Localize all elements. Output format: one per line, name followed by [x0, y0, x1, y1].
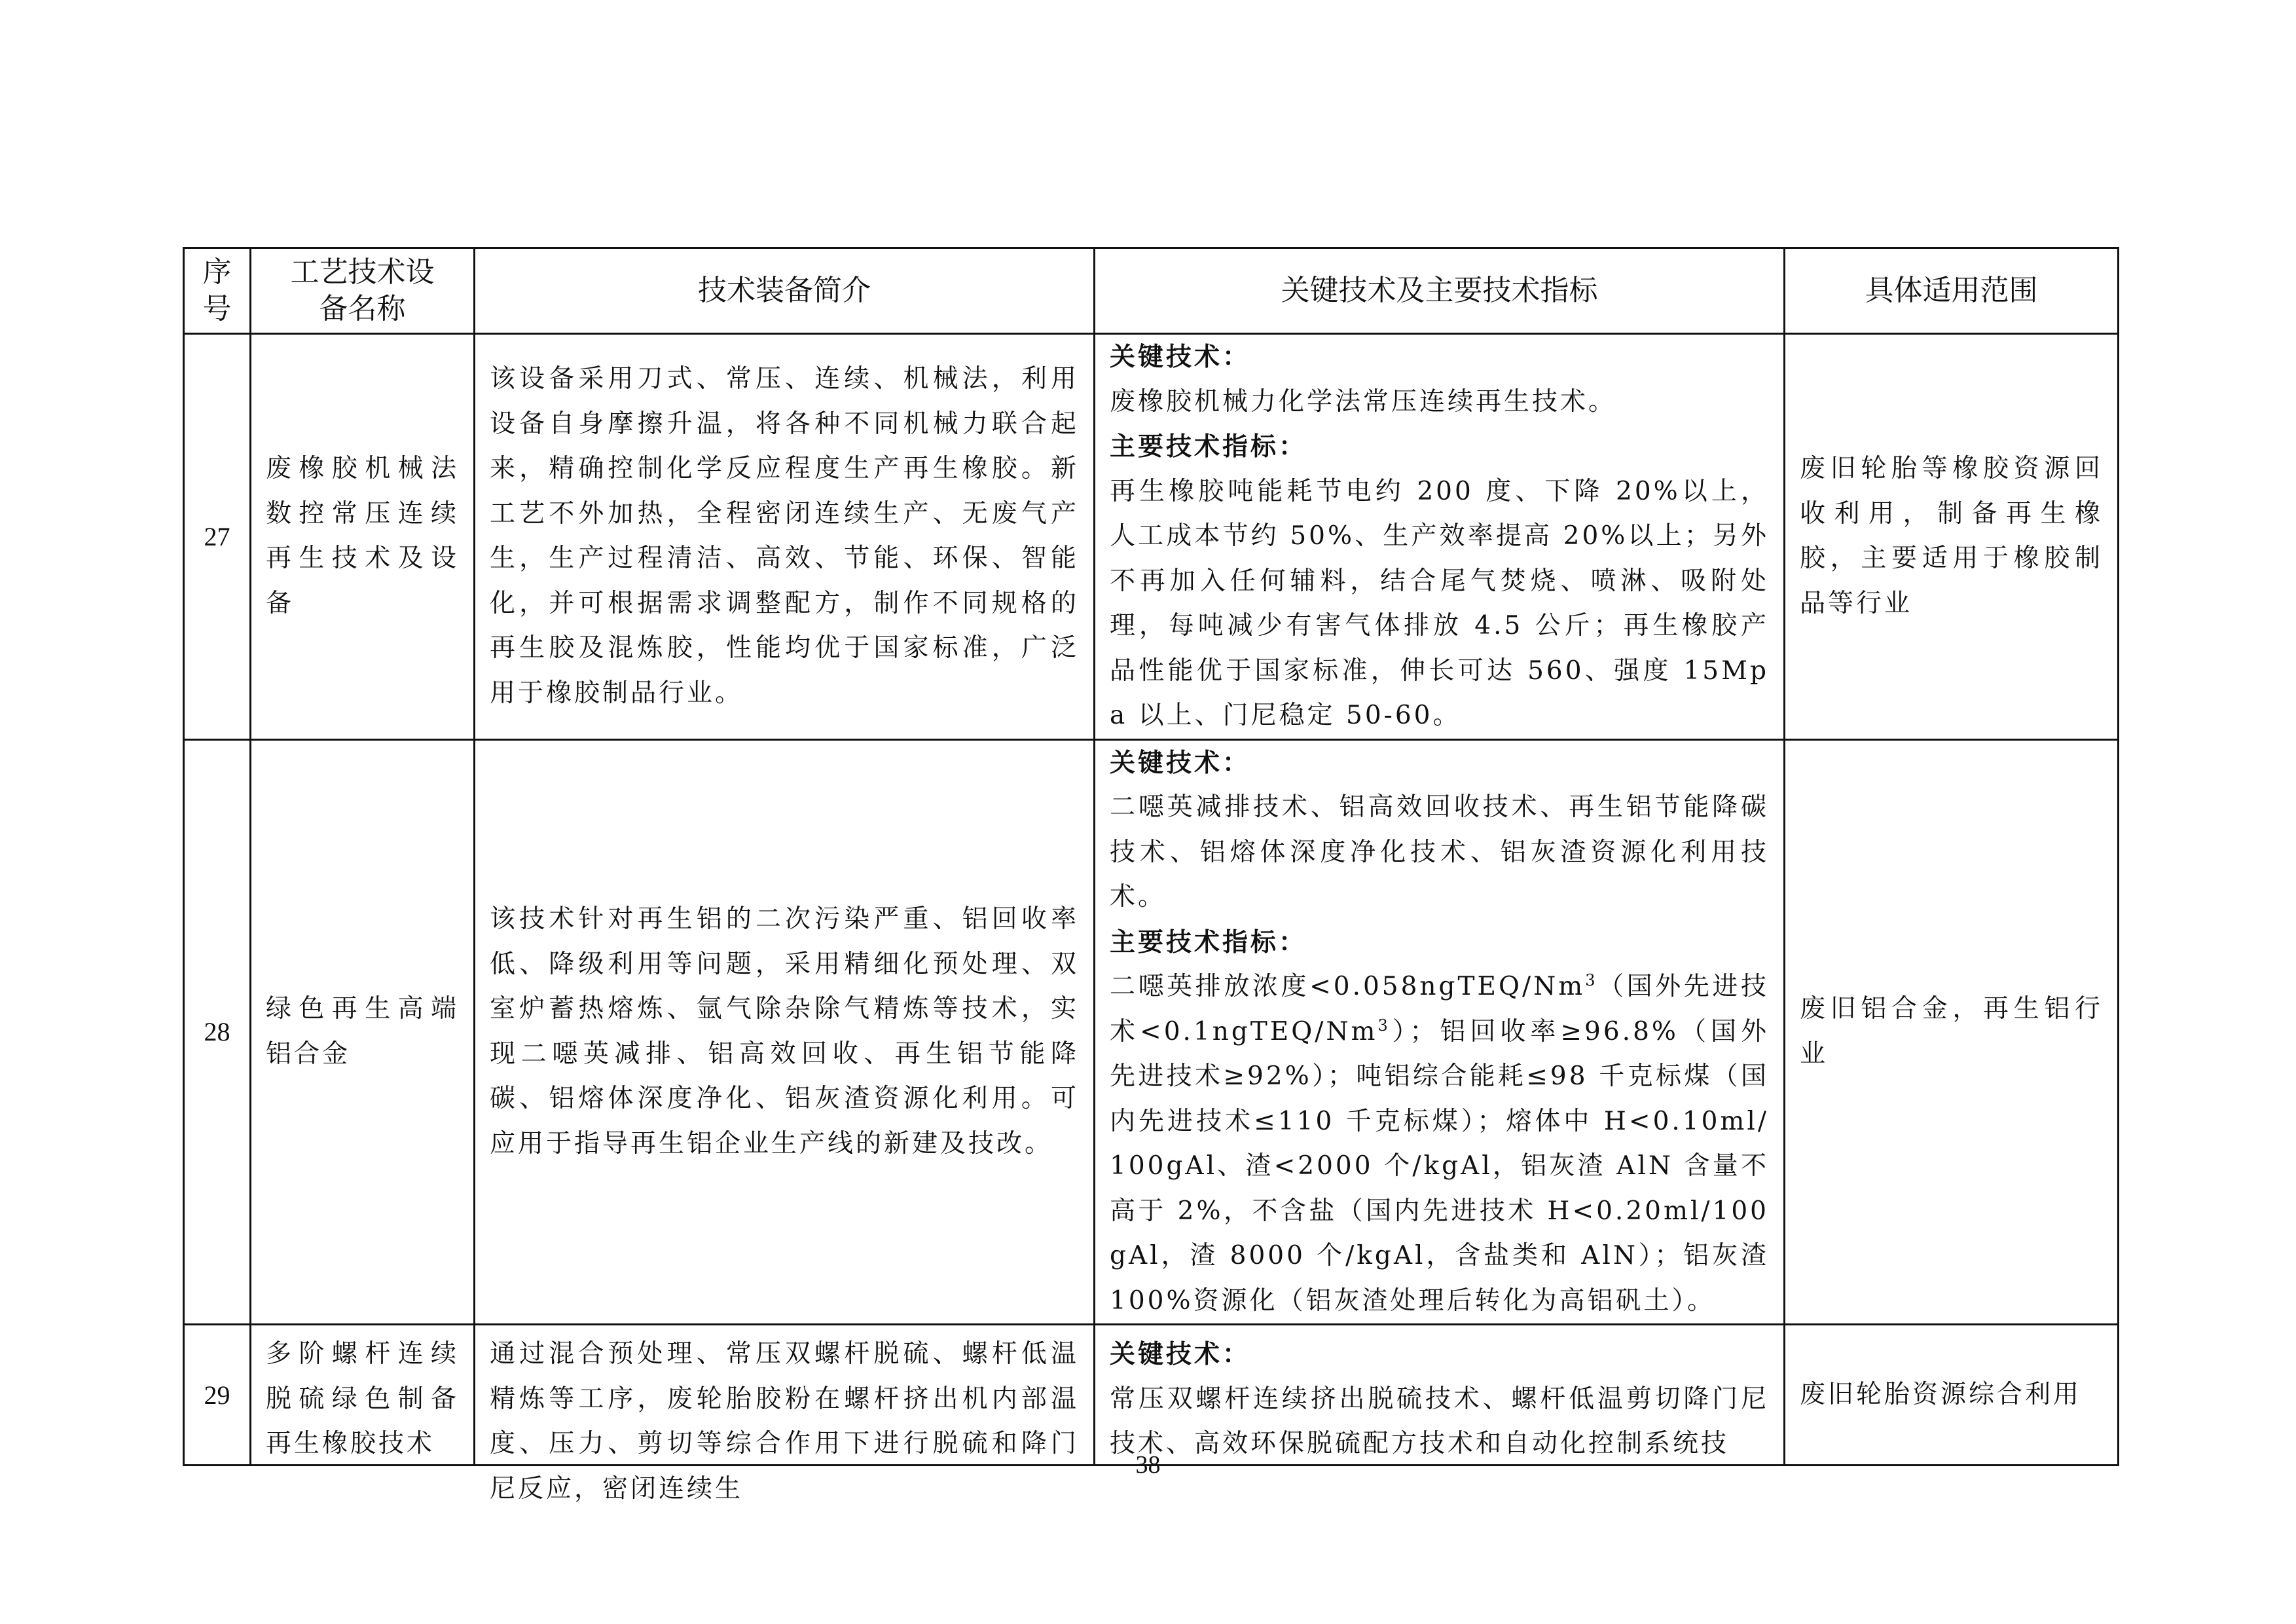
row-name-cell [251, 334, 475, 740]
main-table [183, 247, 2119, 1504]
row-name: 多阶螺杆连续脱硫绿色制备再生橡胶技术 [266, 1339, 459, 1458]
row-intro: 该设备采用刀式、常压、连续、机械法，利用设备自身摩擦升温，将各种不同机械力联合起来，精确控制化学反应程度生产再生橡胶。新工艺不外加热，全程密闭连续生产、无废气产生，生产过程清洁、高效、节能、环保、智能化，并可根据需求调整配方，制作不同规格的再生胶及混炼胶，性能均优于国家标准，广泛用于橡胶制品行业。 [490, 364, 1079, 708]
row-scope: 废旧铝合金，再生铝行业 [1800, 994, 2103, 1069]
metric-label: 主要技术指标： [1110, 432, 1307, 462]
row-name-cell [251, 1325, 475, 1466]
row-scope-cell [1785, 1325, 2119, 1466]
row-scope-cell [1785, 739, 2119, 1325]
row-key [1095, 335, 1783, 739]
superscript: 3 [1377, 1016, 1391, 1035]
metric-text: 再生橡胶吨能耗节电约 200 度、下降 20%以上，人工成本节约 50%、生产效率提高 20%以上；另外不再加入任何辅料，结合尾气焚烧、喷淋、吸附处理，每吨减少有害气体排放 4.5 公斤；再生橡胶产品性能优于国家标准，伸长可达 560、强度 15Mpa 以上、门尼稳定 50-60。 [1110, 476, 1769, 730]
page-number: 38 [1135, 1451, 1161, 1479]
row-seq: 29 [184, 1325, 251, 1466]
row-name-cell [251, 739, 475, 1325]
row-seq: 27 [184, 334, 251, 740]
row-intro: 该技术针对再生铝的二次污染严重、铝回收率低、降级利用等问题，采用精细化预处理、双室炉蓄热熔炼、氩气除杂除气精炼等技术，实现二噁英减排、铝高效回收、再生铝节能降碳、铝熔体深度净化、铝灰渣资源化利用。可应用于指导再生铝企业生产线的新建及技改。 [490, 904, 1079, 1158]
row-scope-cell [1785, 334, 2119, 740]
metric-text-c: ）；铝回收率≥96.8%（国外先进技术≥92%）；吨铝综合能耗≤98 千克标煤（国内先进技术≤110 千克标煤）；熔体中 H<0.10ml/100gAl、渣<2000 个/kgAl，铝灰渣 AlN 含量不高于 2%，不含盐（国内先进技术 H<0.20ml/100gAl，渣 8000 个/kgAl，含盐类和 AlN）；铝灰渣 100%资源化（铝灰渣处理后转化为高铝矾土）。 [1110, 1016, 1769, 1316]
key-tech-label: 关键技术： [1110, 342, 1251, 372]
metric-text-a: 二噁英排放浓度<0.058ngTEQ/Nm [1110, 972, 1586, 1001]
key-tech-label: 关键技术： [1110, 747, 1251, 778]
table-row [184, 334, 2119, 740]
row-name: 废橡胶机械法数控常压连续再生技术及设备 [266, 454, 459, 618]
row-key [1095, 1332, 1783, 1467]
key-tech-label: 关键技术： [1110, 1339, 1251, 1369]
row-key-cell [1095, 334, 1785, 740]
header-key: 关键技术及主要技术指标 [1095, 248, 1785, 334]
metric-text-b: （国外先进技术<0.1ngTEQ/Nm [1110, 972, 1769, 1046]
superscript: 3 [1585, 971, 1598, 989]
header-seq: 序号 [184, 248, 251, 334]
row-key-cell [1095, 739, 1785, 1325]
row-seq: 28 [184, 739, 251, 1325]
header-intro: 技术装备简介 [475, 248, 1095, 334]
table-header-row [184, 248, 2119, 334]
table-row [184, 1325, 2119, 1466]
row-name: 绿色再生高端铝合金 [266, 994, 459, 1069]
key-tech-text: 常压双螺杆连续挤出脱硫技术、螺杆低温剪切降门尼技术、高效环保脱硫配方技术和自动化控制系统技 [1110, 1384, 1769, 1458]
row-intro: 通过混合预处理、常压双螺杆脱硫、螺杆低温精炼等工序，废轮胎胶粉在螺杆挤出机内部温度、压力、剪切等综合作用下进行脱硫和降门尼反应，密闭连续生 [490, 1339, 1079, 1504]
row-intro-cell [475, 1325, 1095, 1504]
row-intro-cell [475, 739, 1095, 1325]
metric-text [1110, 965, 1769, 1323]
row-key [1095, 741, 1783, 1324]
key-tech-text: 废橡胶机械力化学法常压连续再生技术。 [1110, 386, 1617, 416]
key-tech-text: 二噁英减排技术、铝高效回收技术、再生铝节能降碳技术、铝熔体深度净化技术、铝灰渣资源化利用技术。 [1110, 792, 1769, 912]
row-key-cell [1095, 1325, 1785, 1466]
table-row [184, 739, 2119, 1325]
row-scope: 废旧轮胎资源综合利用 [1800, 1379, 2082, 1409]
row-intro-cell [475, 334, 1095, 740]
header-name: 工艺技术设备名称 [251, 248, 475, 334]
header-scope: 具体适用范围 [1785, 248, 2119, 334]
row-scope: 废旧轮胎等橡胶资源回收利用，制备再生橡胶，主要适用于橡胶制品等行业 [1800, 454, 2103, 618]
metric-label: 主要技术指标： [1110, 927, 1307, 957]
